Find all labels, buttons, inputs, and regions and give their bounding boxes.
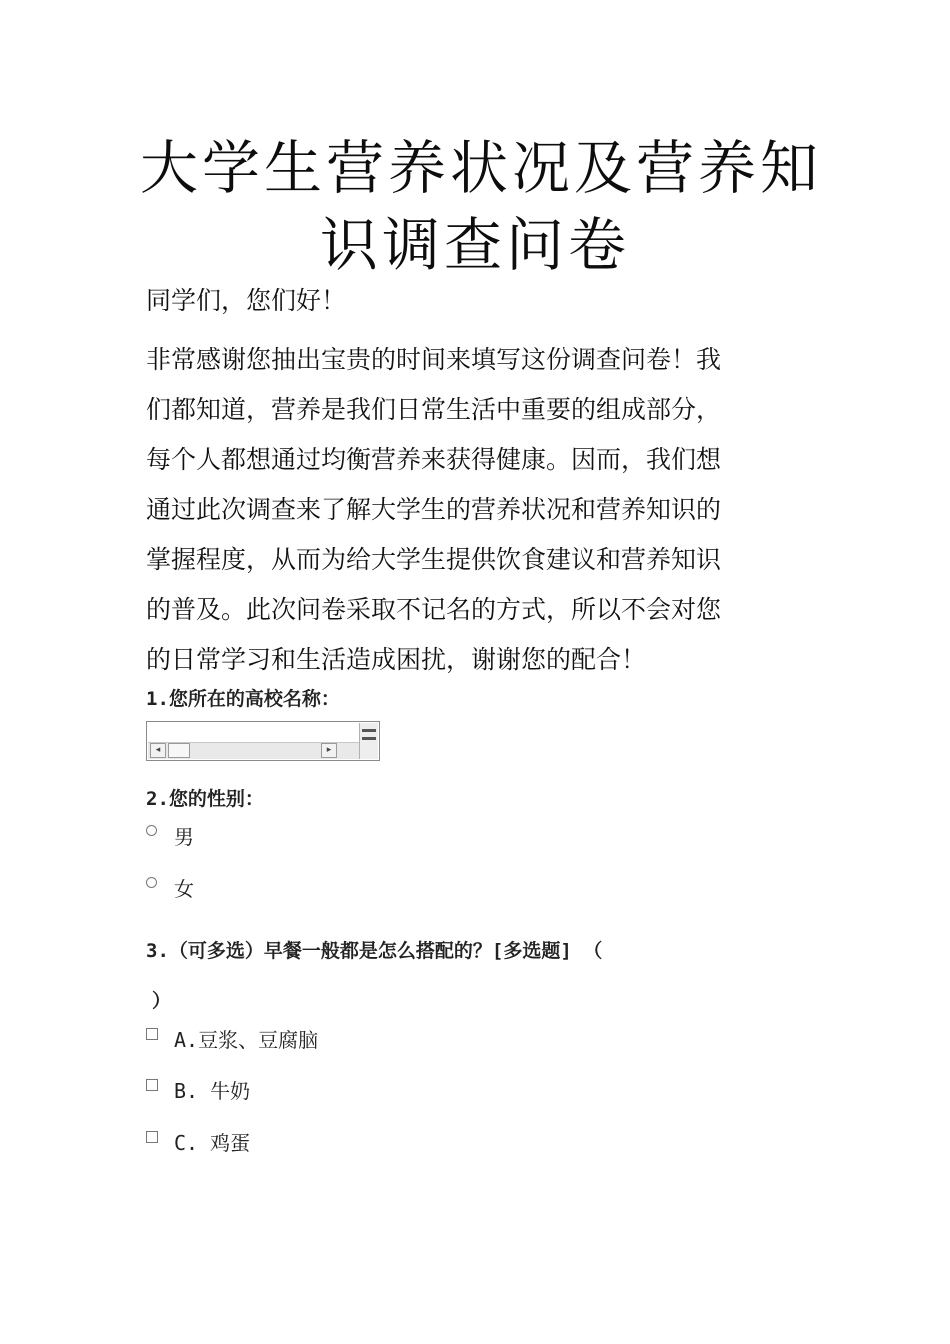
intro-line: 每个人都想通过均衡营养来获得健康。因而，我们想	[146, 445, 722, 474]
intro-line: 们都知道，营养是我们日常生活中重要的组成部分，	[146, 395, 722, 424]
intro-line: 的普及。此次问卷采取不记名的方式，所以不会对您	[146, 595, 722, 624]
vertical-scrollbar[interactable]	[359, 723, 378, 759]
scroll-down-icon[interactable]	[362, 737, 376, 740]
intro-line: 掌握程度，从而为给大学生提供饮食建议和营养知识	[146, 545, 722, 574]
intro-line: 非常感谢您抽出宝贵的时间来填写这份调查问卷！我	[146, 345, 722, 374]
intro-line: 的日常学习和生活造成困扰，谢谢您的配合！	[146, 645, 647, 674]
survey-title-line-2: 识调查问卷	[319, 211, 630, 279]
scroll-right-icon[interactable]: ▸	[321, 743, 337, 758]
breakfast-option-a-label: A.豆浆、豆腐脑	[174, 1028, 319, 1052]
scroll-thumb[interactable]	[168, 743, 190, 758]
gender-male-radio[interactable]	[146, 825, 157, 836]
intro-paragraph	[146, 335, 812, 685]
survey-title-line-1: 大学生营养状况及营养知	[140, 134, 823, 202]
gender-female-label: 女	[174, 877, 194, 901]
horizontal-scrollbar[interactable]	[148, 742, 359, 759]
school-name-input[interactable]	[146, 721, 380, 761]
scroll-up-icon[interactable]	[362, 729, 376, 732]
greeting-text: 同学们，您们好！	[146, 286, 347, 315]
scroll-left-icon[interactable]: ◂	[150, 743, 166, 758]
question-1-label: 1.您所在的高校名称：	[146, 688, 340, 710]
question-3-label-cont: ）	[152, 990, 172, 1012]
breakfast-option-c-checkbox[interactable]	[146, 1131, 158, 1143]
question-2-label: 2.您的性别：	[146, 788, 264, 810]
breakfast-option-c-label: C. 鸡蛋	[174, 1131, 251, 1155]
question-3-label: 3.（可多选）早餐一般都是怎么搭配的？[多选题] （	[146, 940, 603, 962]
breakfast-option-a-checkbox[interactable]	[146, 1028, 158, 1040]
gender-female-radio[interactable]	[146, 877, 157, 888]
breakfast-option-b-label: B. 牛奶	[174, 1079, 251, 1103]
breakfast-option-b-checkbox[interactable]	[146, 1079, 158, 1091]
gender-male-label: 男	[174, 825, 194, 849]
intro-line: 通过此次调查来了解大学生的营养状况和营养知识的	[146, 495, 722, 524]
